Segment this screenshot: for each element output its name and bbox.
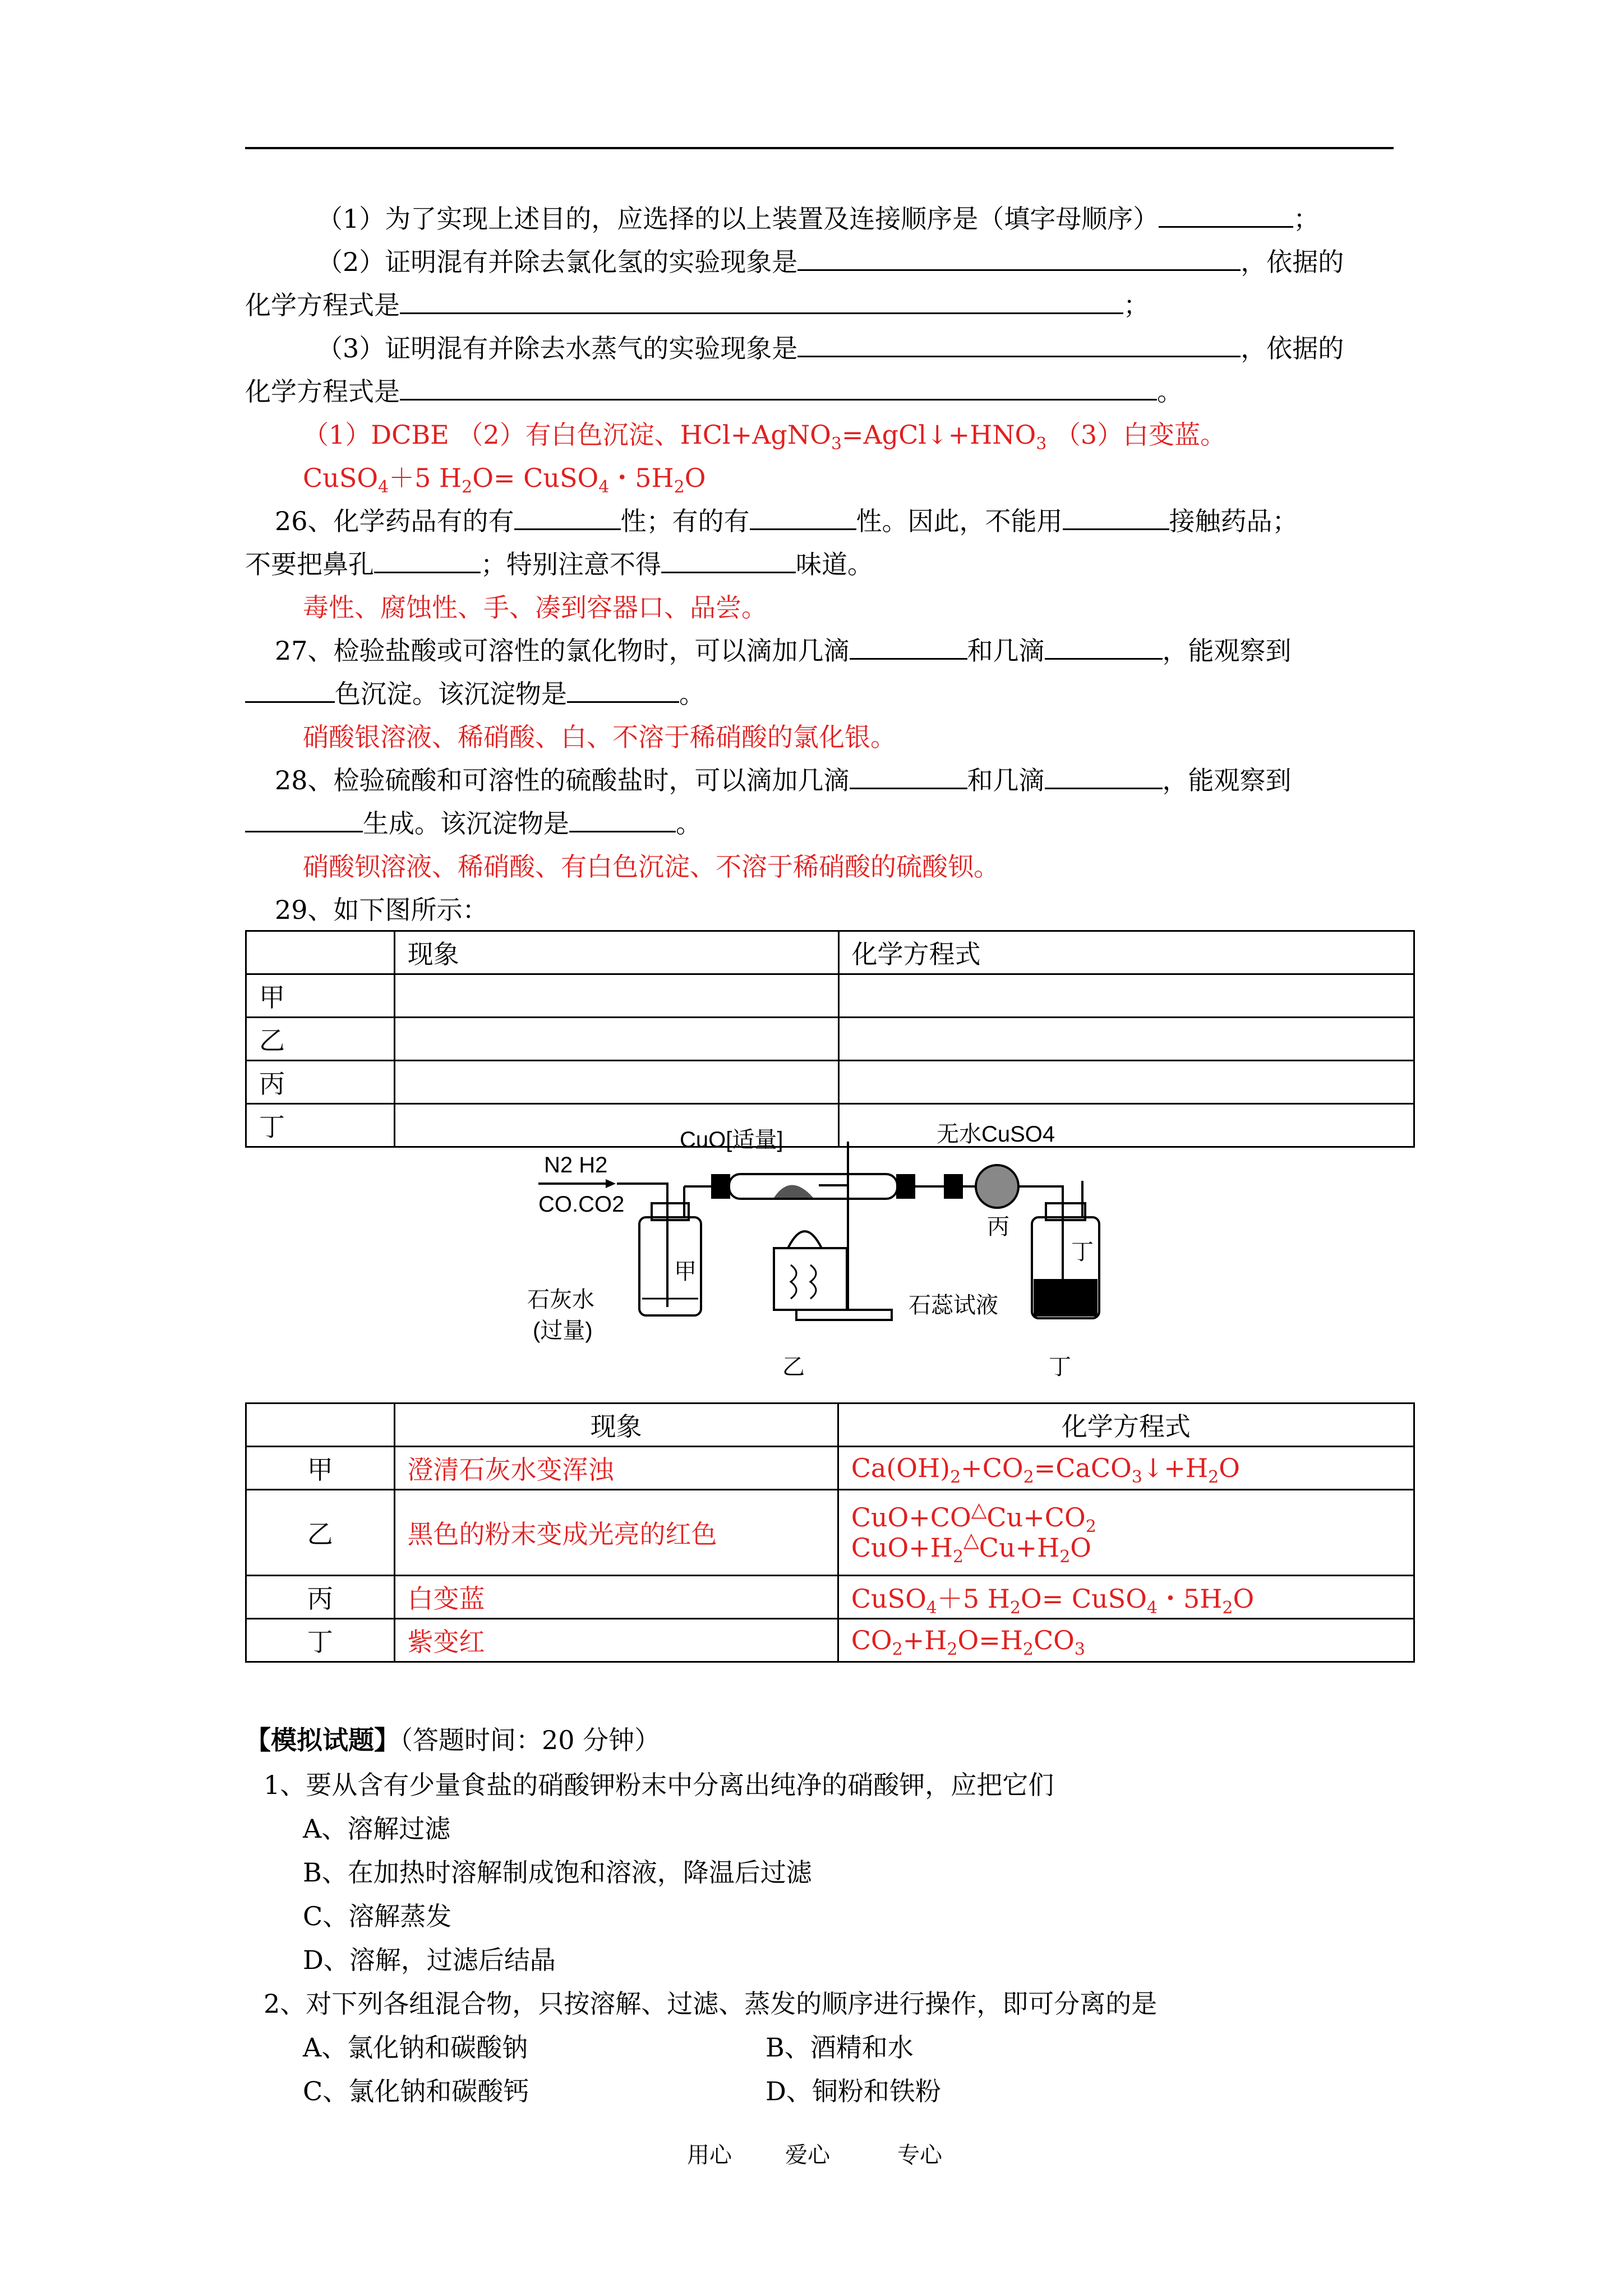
q27-answer: 硝酸银溶液、稀硝酸、白、不溶于稀硝酸的氯化银。 <box>303 722 896 752</box>
q28-answer: 硝酸钡溶液、稀硝酸、有白色沉淀、不溶于稀硝酸的硫酸钡。 <box>303 852 999 882</box>
subscript: 2 <box>1208 1467 1219 1487</box>
label-jia: 甲 <box>674 1259 697 1284</box>
subscript: 4 <box>598 477 610 497</box>
table-row <box>246 1018 1414 1061</box>
punct: 。 <box>1157 376 1183 407</box>
row-label: 乙 <box>246 1490 395 1576</box>
equation-line <box>851 1529 1401 1567</box>
table-header-cell <box>246 931 395 974</box>
q27-text: 。 <box>679 679 705 709</box>
q26-line1 <box>275 503 1298 539</box>
table-header-cell: 现象 <box>394 931 838 974</box>
answer-text: O <box>684 463 706 493</box>
answer-blank <box>661 547 796 573</box>
answer-text: O= CuSO <box>472 463 599 493</box>
blank-cell <box>838 1061 1414 1104</box>
subscript: 2 <box>952 1547 964 1567</box>
label-yi: 乙 <box>782 1355 805 1379</box>
eq-text: CuO+H <box>851 1533 953 1563</box>
answer-text: ＋5 H <box>389 463 462 493</box>
stopper-right <box>897 1175 914 1198</box>
answer-blank <box>1063 504 1169 530</box>
mock-q1-option-b: B、在加热时溶解制成饱和溶液，降温后过滤 <box>303 1857 812 1888</box>
combustion-tube <box>729 1174 897 1199</box>
q27-text: 和几滴 <box>967 636 1045 666</box>
label-cuo: CuO[适量] <box>680 1128 783 1152</box>
row-label: 丙 <box>246 1061 395 1104</box>
blank-cell <box>838 974 1414 1018</box>
stand-base <box>796 1310 892 1320</box>
heat-symbol: △ <box>963 1529 979 1552</box>
label-excess: (过量) <box>533 1318 593 1343</box>
eq-text: ↓+H <box>1142 1453 1209 1483</box>
q25-part2-text: （2）证明混有并除去氯化氢的实验现象是 <box>317 247 798 277</box>
q27-line1 <box>275 633 1292 669</box>
mock-q2-option-a: A、氯化钠和碳酸钠 <box>303 2032 528 2063</box>
table-row <box>246 1576 1414 1619</box>
phenomenon-cell: 紫变红 <box>394 1619 838 1662</box>
eq-text: O=H <box>957 1625 1023 1655</box>
q25-part2-end: ，依据的 <box>1241 247 1344 277</box>
stopper-bing <box>945 1175 962 1198</box>
label-anhydrous-cuso4: 无水CuSO4 <box>937 1122 1055 1147</box>
punct: ； <box>1293 204 1320 234</box>
phenomenon-cell: 澄清石灰水变浑浊 <box>394 1447 838 1490</box>
subscript: 2 <box>1222 1598 1233 1618</box>
eq-text: O <box>1233 1584 1255 1614</box>
subscript: 3 <box>831 434 842 454</box>
answer-text: （1）DCBE （2）有白色沉淀、HCl+AgNO <box>303 420 831 450</box>
q28-text: 。 <box>676 808 702 839</box>
eq-text: Ca(OH) <box>851 1453 951 1483</box>
phenomenon-cell: 黑色的粉末变成光亮的红色 <box>394 1490 838 1576</box>
burner-box <box>774 1248 847 1310</box>
table-row <box>246 1490 1414 1576</box>
table-row <box>246 1619 1414 1662</box>
subscript: 4 <box>1146 1598 1158 1618</box>
q26-text: 性。因此，不能用 <box>856 506 1063 536</box>
table-header-row <box>246 1404 1414 1447</box>
answer-blank <box>1045 763 1163 789</box>
mock-q2-option-c: C、氯化钠和碳酸钙 <box>303 2076 529 2106</box>
header-rule <box>245 147 1394 149</box>
answer-blank <box>797 245 1241 271</box>
answer-blank <box>850 763 967 789</box>
equation-line <box>851 1498 1401 1536</box>
label-ding-inside: 丁 <box>1071 1240 1094 1264</box>
q25-answer-line2 <box>303 460 706 496</box>
footer-text-3: 专心 <box>897 2142 942 2168</box>
q29-answer-table <box>245 1402 1415 1663</box>
row-label: 乙 <box>246 1018 395 1061</box>
punct: ； <box>1123 290 1149 320</box>
table-header-cell: 化学方程式 <box>838 931 1414 974</box>
subscript: 2 <box>950 1467 961 1487</box>
q26-text: 味道。 <box>796 549 873 579</box>
mock-q2: 2、对下列各组混合物，只按溶解、过滤、蒸发的顺序进行操作，即可分离的是 <box>264 1989 1158 2019</box>
heat-symbol: △ <box>971 1498 987 1521</box>
row-label: 甲 <box>246 974 395 1018</box>
q25-line4 <box>317 330 1344 366</box>
answer-blank <box>569 806 676 832</box>
answer-text: =AgCl↓+HNO <box>841 420 1036 450</box>
q26-text: ；特别注意不得 <box>481 549 661 579</box>
eq-text: +H <box>902 1625 947 1655</box>
q25-part5-text: 化学方程式是 <box>245 376 400 407</box>
q27-text: 27、检验盐酸或可溶性的氯化物时，可以滴加几滴 <box>275 636 850 666</box>
cuo-powder <box>774 1185 813 1198</box>
subscript: 2 <box>1023 1467 1034 1487</box>
label-lime-water: 石灰水 <box>527 1287 594 1312</box>
answer-blank <box>245 677 335 703</box>
answer-blank <box>374 547 481 573</box>
eq-text: CO <box>1033 1625 1075 1655</box>
q25-line3 <box>245 287 1149 323</box>
label-ding: 丁 <box>1049 1355 1071 1379</box>
q28-line1 <box>275 762 1292 798</box>
eq-text: CuO+CO <box>851 1502 971 1533</box>
drying-tube-bulb <box>976 1165 1018 1208</box>
q25-line2 <box>317 244 1344 280</box>
answer-blank <box>400 288 1123 314</box>
answer-blank <box>245 806 363 832</box>
stopper-left <box>712 1175 729 1198</box>
q25-line5 <box>245 374 1183 409</box>
subscript: 3 <box>1131 1467 1142 1487</box>
q27-text: ，能观察到 <box>1162 636 1292 666</box>
subscript: 4 <box>378 477 389 497</box>
q25-line1 <box>317 201 1319 237</box>
eq-text: CO <box>851 1625 892 1655</box>
mock-q1-option-c: C、溶解蒸发 <box>303 1901 452 1931</box>
answer-blank <box>750 504 856 530</box>
eq-text: ・5H <box>1158 1584 1223 1614</box>
q27-text: 色沉淀。该沉淀物是 <box>335 679 567 709</box>
eq-text: O <box>1070 1533 1092 1563</box>
subscript: 3 <box>1074 1640 1085 1659</box>
q25-part1-text: （1）为了实现上述目的，应选择的以上装置及连接顺序是（填字母顺序） <box>317 204 1159 234</box>
q29-blank-table <box>245 930 1415 1148</box>
burner-flame-lines <box>791 1265 816 1299</box>
q28-text: ，能观察到 <box>1162 765 1292 795</box>
subscript: 2 <box>892 1640 903 1659</box>
mock-q2-option-d: D、铜粉和铁粉 <box>766 2076 941 2106</box>
equation-cell <box>838 1576 1414 1619</box>
equation-cell <box>838 1619 1414 1662</box>
q25-part4-text: （3）证明混有并除去水蒸气的实验现象是 <box>317 333 798 364</box>
subscript: 3 <box>1036 434 1047 454</box>
subscript: 2 <box>674 477 685 497</box>
row-label: 甲 <box>246 1447 395 1490</box>
answer-text: （3）白变蓝。 <box>1046 420 1227 450</box>
q25-part3-text: 化学方程式是 <box>245 290 400 320</box>
table-header-cell: 化学方程式 <box>838 1404 1414 1447</box>
blank-cell <box>838 1018 1414 1061</box>
mock-q1-option-a: A、溶解过滤 <box>303 1814 451 1844</box>
q26-text: 不要把鼻孔 <box>245 549 374 579</box>
subscript: 2 <box>1085 1517 1096 1536</box>
eq-text: CuSO <box>851 1584 926 1614</box>
label-bing: 丙 <box>987 1214 1009 1239</box>
table-row <box>246 974 1414 1018</box>
q28-text: 28、检验硫酸和可溶性的硫酸盐时，可以滴加几滴 <box>275 765 850 795</box>
eq-text: ＋5 H <box>937 1584 1010 1614</box>
mock-time: （答题时间：20 分钟） <box>400 1725 661 1755</box>
q29-title: 29、如下图所示： <box>275 895 488 925</box>
label-litmus: 石蕊试液 <box>909 1293 998 1318</box>
answer-blank <box>797 331 1241 357</box>
table-row <box>246 1447 1414 1490</box>
footer-text-1: 用心 <box>687 2142 732 2168</box>
q28-text: 生成。该沉淀物是 <box>363 808 569 839</box>
eq-text: Cu+H <box>979 1533 1060 1563</box>
mock-heading-line <box>245 1722 660 1758</box>
answer-blank <box>1045 633 1163 660</box>
mock-q1-option-d: D、溶解，过滤后结晶 <box>303 1945 556 1975</box>
eq-text: =CaCO <box>1034 1453 1132 1483</box>
table-header-row <box>246 931 1414 974</box>
table-header-cell <box>246 1404 395 1447</box>
q27-line2 <box>245 676 705 712</box>
answer-blank <box>1159 201 1293 228</box>
apparatus-diagram <box>527 1119 1122 1383</box>
mock-heading: 【模拟试题】 <box>245 1725 400 1755</box>
subscript: 4 <box>926 1598 937 1618</box>
q28-line2 <box>245 806 702 841</box>
subscript: 2 <box>1059 1547 1071 1567</box>
gas-label-bottom: CO.CO2 <box>538 1192 625 1217</box>
subscript: 2 <box>1009 1598 1021 1618</box>
footer-text-2: 爱心 <box>785 2142 830 2168</box>
flame-icon <box>788 1231 822 1248</box>
q25-part4-end: ，依据的 <box>1241 333 1344 364</box>
equation-cell <box>838 1447 1414 1490</box>
answer-blank <box>567 677 679 703</box>
arrow-head-icon <box>606 1179 616 1188</box>
q25-answer-line1 <box>303 417 1226 453</box>
q26-text: 接触药品； <box>1169 506 1298 536</box>
mock-q1: 1、要从含有少量食盐的硝酸钾粉末中分离出纯净的硝酸钾，应把它们 <box>264 1770 1054 1800</box>
row-label: 丁 <box>246 1104 395 1147</box>
eq-text: O= CuSO <box>1020 1584 1147 1614</box>
q28-text: 和几滴 <box>967 765 1045 795</box>
blank-cell <box>394 974 838 1018</box>
eq-text: O <box>1219 1453 1240 1483</box>
row-label: 丙 <box>246 1576 395 1619</box>
blank-cell <box>394 1061 838 1104</box>
q26-answer: 毒性、腐蚀性、手、凑到容器口、品尝。 <box>303 592 767 623</box>
eq-text: Cu+CO <box>986 1502 1086 1533</box>
q26-text: 性；有的有 <box>620 506 750 536</box>
table-header-cell: 现象 <box>394 1404 838 1447</box>
answer-blank <box>400 374 1157 401</box>
mock-q2-option-b: B、酒精和水 <box>766 2032 914 2063</box>
litmus-liquid <box>1034 1279 1098 1317</box>
answer-text: CuSO <box>303 463 379 493</box>
blank-cell <box>394 1018 838 1061</box>
answer-text: ・5H <box>609 463 674 493</box>
row-label: 丁 <box>246 1619 395 1662</box>
subscript: 2 <box>462 477 473 497</box>
phenomenon-cell: 白变蓝 <box>394 1576 838 1619</box>
answer-blank <box>850 633 967 660</box>
eq-text: +CO <box>961 1453 1023 1483</box>
answer-blank <box>514 504 621 530</box>
subscript: 2 <box>1022 1640 1034 1659</box>
gas-label-top: N2 H2 <box>544 1153 608 1177</box>
subscript: 2 <box>947 1640 958 1659</box>
equation-cell <box>838 1490 1414 1576</box>
table-row <box>246 1061 1414 1104</box>
q26-line2 <box>245 546 873 582</box>
q26-text: 26、化学药品有的有 <box>275 506 514 536</box>
